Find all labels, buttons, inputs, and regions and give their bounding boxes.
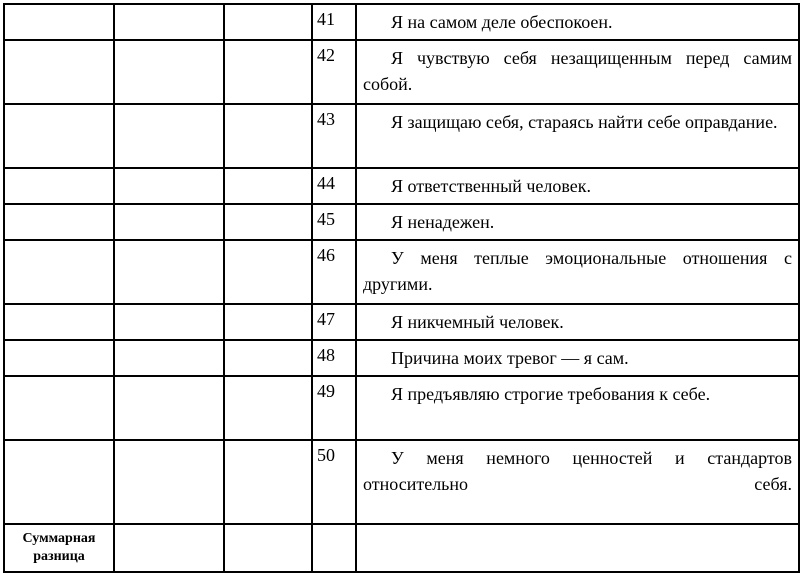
score-cell-1 [4, 168, 114, 204]
score-cell-3 [224, 204, 312, 240]
table-row [4, 104, 799, 168]
item-number: 50 [312, 440, 356, 524]
item-statement: Я защищаю себя, стараясь найти себе оправдание. [356, 104, 799, 168]
summary-cell-3 [224, 524, 312, 572]
score-cell-2 [114, 204, 224, 240]
score-cell-3 [224, 40, 312, 104]
table-row [4, 376, 799, 440]
score-cell-2 [114, 4, 224, 40]
score-cell-3 [224, 376, 312, 440]
score-cell-3 [224, 440, 312, 524]
summary-cell-5 [356, 524, 799, 572]
score-cell-3 [224, 304, 312, 340]
item-number: 49 [312, 376, 356, 440]
table-row [4, 240, 799, 304]
item-statement: Я никчемный человек. [356, 304, 799, 340]
item-statement: Я на самом деле обеспокоен. [356, 4, 799, 40]
item-number: 43 [312, 104, 356, 168]
item-number: 45 [312, 204, 356, 240]
score-cell-1 [4, 204, 114, 240]
score-cell-3 [224, 168, 312, 204]
score-cell-1 [4, 304, 114, 340]
item-number: 48 [312, 340, 356, 376]
summary-row [4, 524, 799, 572]
table-row [4, 4, 799, 40]
item-number: 41 [312, 4, 356, 40]
score-cell-1 [4, 376, 114, 440]
item-number: 47 [312, 304, 356, 340]
table-row [4, 340, 799, 376]
summary-cell-4 [312, 524, 356, 572]
item-number: 46 [312, 240, 356, 304]
item-number: 42 [312, 40, 356, 104]
score-cell-1 [4, 104, 114, 168]
score-cell-2 [114, 40, 224, 104]
score-cell-1 [4, 340, 114, 376]
table-row [4, 204, 799, 240]
table-row [4, 40, 799, 104]
item-statement: Причина моих тревог — я сам. [356, 340, 799, 376]
item-statement: У меня теплые эмоциональные отношения с другими. [356, 240, 799, 304]
item-number: 44 [312, 168, 356, 204]
score-cell-2 [114, 340, 224, 376]
score-cell-1 [4, 40, 114, 104]
summary-label: Суммарная разница [4, 524, 114, 572]
table-row [4, 304, 799, 340]
score-cell-2 [114, 440, 224, 524]
score-cell-1 [4, 240, 114, 304]
score-cell-2 [114, 376, 224, 440]
table-row [4, 440, 799, 524]
score-cell-1 [4, 440, 114, 524]
questionnaire-table [3, 3, 800, 573]
score-cell-2 [114, 304, 224, 340]
score-cell-2 [114, 168, 224, 204]
item-statement: Я ненадежен. [356, 204, 799, 240]
score-cell-3 [224, 240, 312, 304]
score-cell-3 [224, 104, 312, 168]
score-cell-3 [224, 4, 312, 40]
summary-cell-2 [114, 524, 224, 572]
item-statement: У меня немного ценностей и стандартов относительно себя. [356, 440, 799, 524]
score-cell-2 [114, 240, 224, 304]
score-cell-3 [224, 340, 312, 376]
item-statement: Я ответственный человек. [356, 168, 799, 204]
item-statement: Я чувствую себя незащищенным перед самим собой. [356, 40, 799, 104]
score-cell-1 [4, 4, 114, 40]
item-statement: Я предъявляю строгие требования к себе. [356, 376, 799, 440]
score-cell-2 [114, 104, 224, 168]
table-row [4, 168, 799, 204]
